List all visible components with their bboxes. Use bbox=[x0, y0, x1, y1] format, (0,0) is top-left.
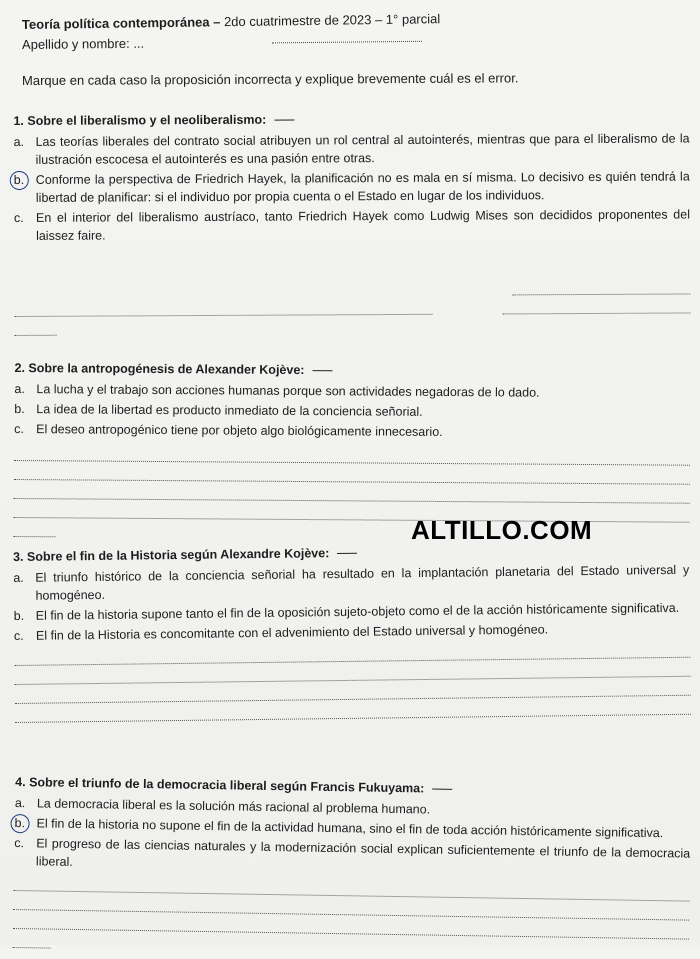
question-3-answer-lines[interactable] bbox=[14, 639, 691, 723]
question-2-option-b[interactable] bbox=[14, 400, 690, 423]
answer-line-row bbox=[512, 275, 690, 295]
question-4-answer-lines[interactable] bbox=[13, 872, 690, 959]
option-text: El triunfo histórico de la conciencia señorial ha resultado en la implantación planetaria del Estado universal y homogéneo. bbox=[35, 562, 690, 603]
answer-line bbox=[14, 296, 432, 317]
exam-title-bold: Teoría política contemporánea – bbox=[21, 14, 221, 32]
option-letter: b. bbox=[14, 402, 25, 417]
question-1-answer-lines[interactable] bbox=[14, 275, 690, 336]
student-name-field[interactable] bbox=[272, 41, 422, 44]
answer-line-end bbox=[13, 518, 55, 537]
question-1-title bbox=[13, 108, 689, 130]
option-letter: a. bbox=[14, 796, 26, 811]
option-letter-circled: b. bbox=[14, 171, 36, 189]
question-4-title-text: 4. Sobre el triunfo de la democracia liberal según Francis Fukuyama: bbox=[15, 775, 425, 796]
question-3 bbox=[13, 540, 691, 723]
question-1-option-b[interactable] bbox=[14, 167, 690, 207]
option-text: El deseo antropogénico tiene por objeto algo biológicamente innecesario. bbox=[36, 422, 443, 439]
question-2-option-c[interactable] bbox=[14, 420, 690, 443]
option-letter: c. bbox=[14, 836, 25, 851]
question-1-dash-mark bbox=[274, 120, 294, 121]
question-3-option-a[interactable] bbox=[13, 561, 689, 605]
answer-line-end bbox=[14, 317, 56, 336]
student-name-line bbox=[22, 29, 662, 54]
question-3-title-text: 3. Sobre el fin de la Historia según Alexandre Kojève: bbox=[12, 546, 330, 565]
question-4 bbox=[13, 773, 692, 959]
answer-line-row bbox=[14, 294, 690, 317]
option-letter: b. bbox=[13, 608, 25, 624]
option-letter: a. bbox=[13, 570, 24, 586]
question-2-title-text: 2. Sobre la antropogénesis de Alexander Kojève: bbox=[14, 361, 305, 378]
option-text: La idea de la libertad es producto inmediato de la conciencia señorial. bbox=[36, 402, 423, 419]
option-letter: a. bbox=[13, 134, 25, 150]
question-2-dash-mark bbox=[312, 370, 332, 371]
option-text: La lucha y el trabajo son acciones humanas porque son actividades negadoras de lo dado. bbox=[36, 382, 540, 400]
option-text: El fin de la historia supone tanto el fin de la oposición sujeto-objeto como el de la acción históricamente significativa. bbox=[35, 600, 680, 623]
exam-title-rest: 2do cuatrimestre de 2023 – 1° parcial bbox=[220, 11, 441, 30]
option-text: El fin de la Historia es concomitante con el advenimiento del Estado universal y homogéneo. bbox=[35, 622, 549, 643]
answer-line-end bbox=[13, 929, 51, 949]
question-1 bbox=[13, 108, 690, 336]
question-1-option-c[interactable] bbox=[14, 205, 690, 245]
answer-line bbox=[502, 294, 690, 314]
option-letter: c. bbox=[13, 210, 24, 225]
option-text: El progreso de las ciencias naturales y la modernización social explican suficientemente el triunfo de la democracia liberal. bbox=[35, 836, 691, 869]
option-letter: a. bbox=[14, 382, 25, 397]
option-text: La democracia liberal es la solución más racional al problema humano. bbox=[36, 796, 431, 817]
option-letter: c. bbox=[13, 628, 24, 643]
option-text: En el interior del liberalismo austríaco, tanto Friedrich Hayek como Ludwig Mises son decididos proponentes del laissez faire. bbox=[35, 207, 690, 243]
watermark-logo: ALTILLO.COM bbox=[411, 515, 593, 545]
option-text: El fin de la historia no supone el fin de la actividad humana, sino el fin de toda acción históricamente significativa. bbox=[36, 816, 664, 841]
option-text: Las teorías liberales del contrato social atribuyen un rol central al autointerés, mientras que para el liberalismo de la ilustración escocesa el autointerés es una pasión entre otras. bbox=[35, 131, 690, 167]
question-2-title bbox=[14, 359, 690, 382]
question-4-dash-mark bbox=[432, 789, 452, 790]
question-2-option-a[interactable] bbox=[14, 380, 690, 403]
question-3-dash-mark bbox=[337, 553, 357, 554]
answer-line bbox=[512, 275, 690, 295]
exam-instruction: Marque en cada caso la proposición incorrecta y explique brevemente cuál es el error. bbox=[21, 70, 519, 88]
option-letter: c. bbox=[14, 422, 24, 437]
student-name-label: Apellido y nombre: ... bbox=[21, 35, 145, 52]
exam-header bbox=[21, 11, 662, 54]
question-1-option-a[interactable] bbox=[14, 129, 690, 169]
option-text: Conforme la perspectiva de Friedrich Hayek, la planificación no es mala en sí misma. Lo decisivo es quién tendrá la libertad de planificar: si el individuo por propia cuenta o el Estado en lugar de los individuos. bbox=[35, 169, 690, 205]
option-letter-circled: b. bbox=[14, 814, 36, 832]
question-1-title-text: 1. Sobre el liberalismo y el neoliberalismo: bbox=[13, 112, 267, 129]
